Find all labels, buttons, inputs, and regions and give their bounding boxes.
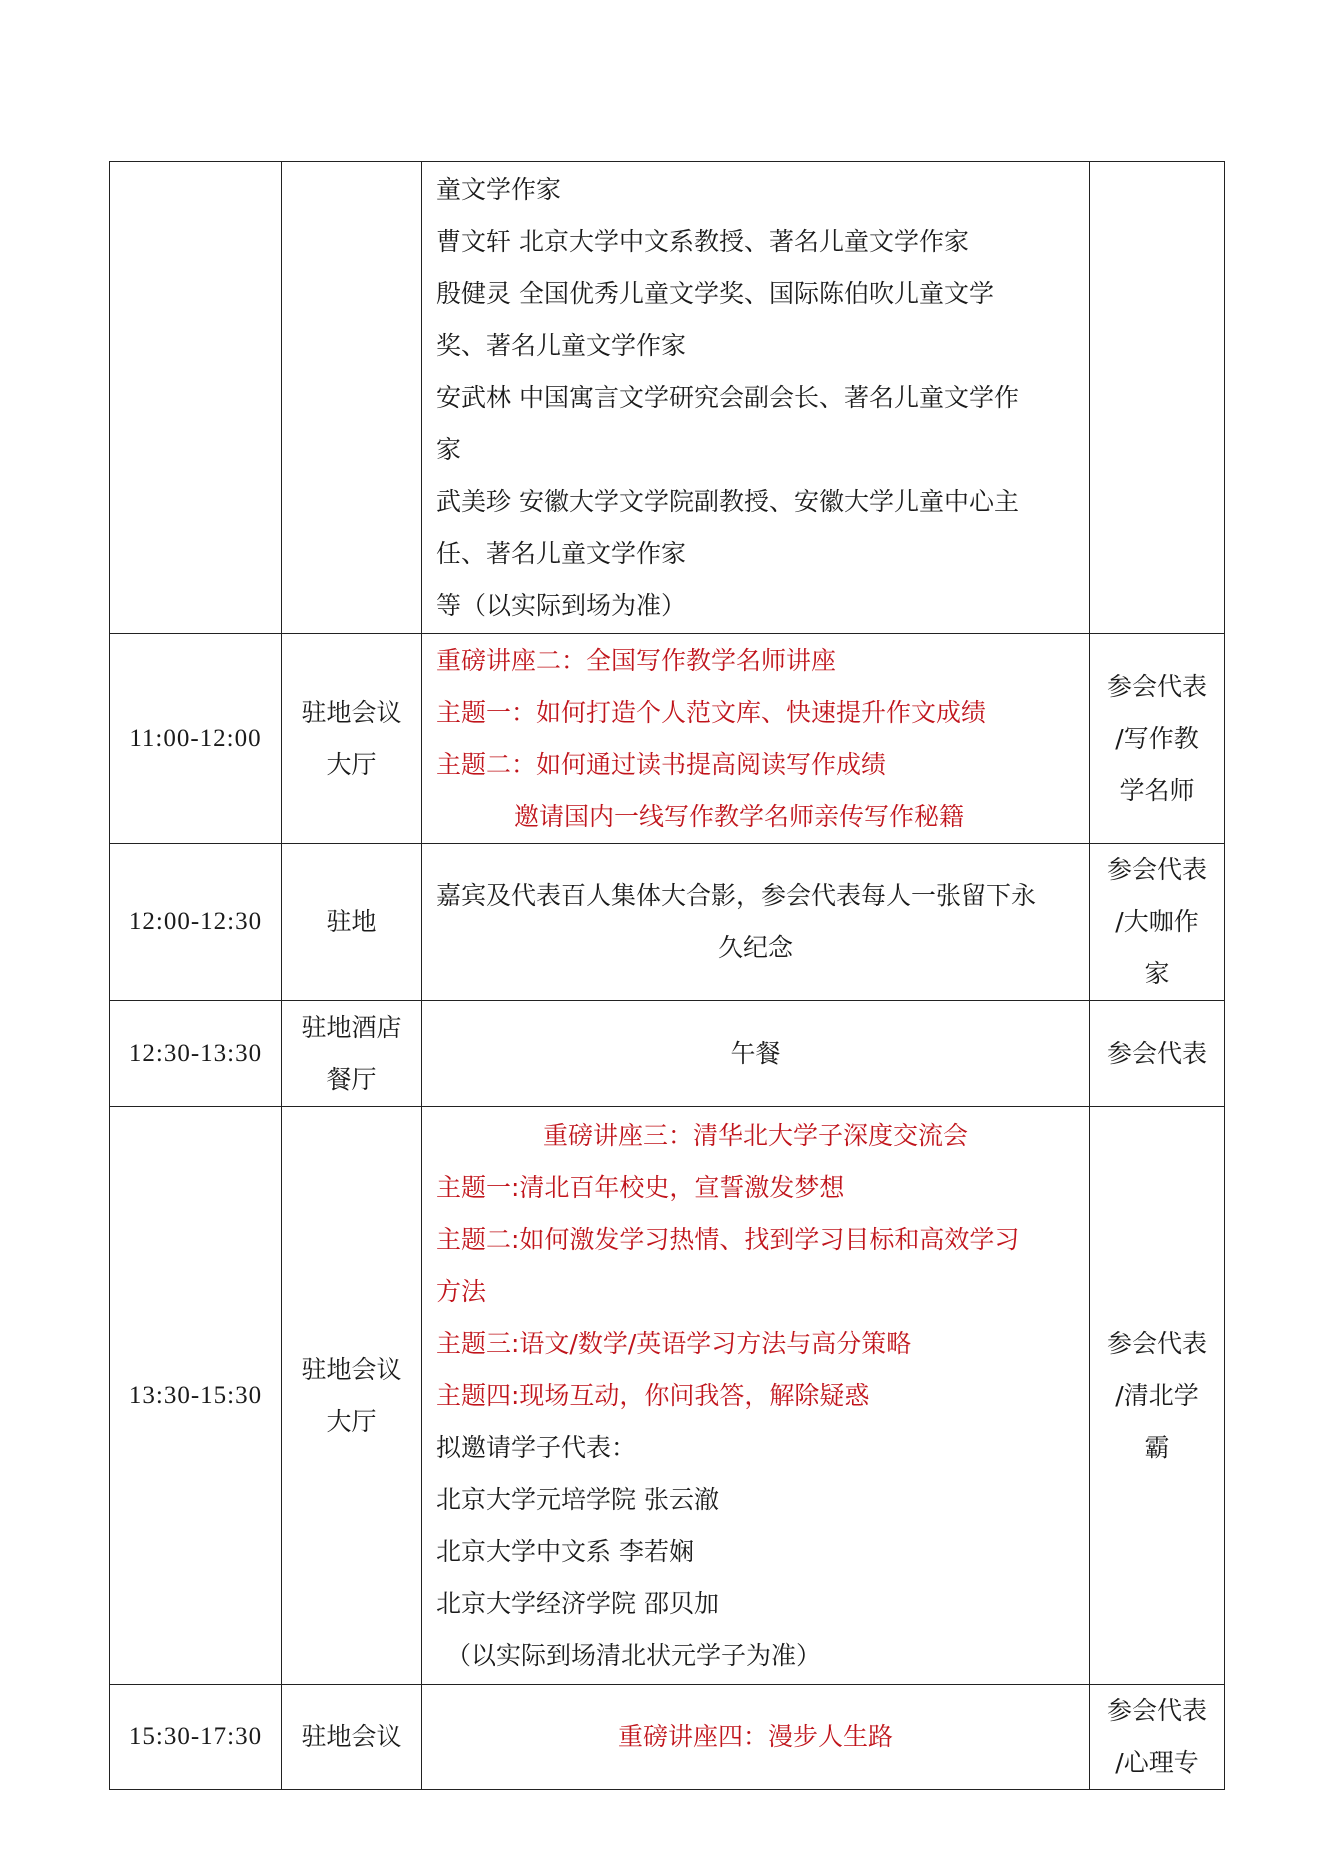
venue-line: 餐厅	[326, 1064, 377, 1094]
venue-line: 驻地	[326, 907, 377, 936]
venue-line: 驻地会议	[301, 1354, 402, 1384]
audience-line: /心理专	[1115, 1748, 1199, 1777]
topic-line: 主题二:如何激发学习热情、找到学习目标和高效学习	[436, 1224, 1020, 1254]
topic-line: 主题一：如何打造个人范文库、快速提升作文成绩	[436, 697, 987, 727]
content-line: 北京大学经济学院 邵贝加	[436, 1588, 719, 1618]
content-line: 安武林 中国寓言文学研究会副会长、著名儿童文学作	[436, 382, 1019, 412]
table-row	[110, 1685, 1225, 1790]
venue-line: 驻地会议	[301, 697, 402, 727]
venue-line: 驻地会议	[301, 1722, 402, 1751]
audience-cell	[1090, 1107, 1225, 1685]
time-cell: 13:30-15:30	[110, 1107, 282, 1685]
table-row	[110, 1001, 1225, 1107]
content-cell	[422, 844, 1090, 1001]
audience-cell	[1090, 1685, 1225, 1790]
content-line: 曹文轩 北京大学中文系教授、著名儿童文学作家	[436, 226, 969, 256]
audience-cell	[1090, 844, 1225, 1001]
content-cell	[422, 634, 1090, 844]
venue-line: 驻地酒店	[301, 1012, 402, 1042]
time-cell	[110, 162, 282, 634]
audience-line: /清北学	[1115, 1380, 1199, 1410]
audience-line: 学名师	[1119, 775, 1195, 805]
audience-line: 参会代表	[1106, 855, 1207, 884]
content-line: 家	[436, 434, 462, 464]
table-row	[110, 844, 1225, 1001]
topic-line: 主题一:清北百年校史，宣誓激发梦想	[436, 1172, 845, 1202]
audience-cell	[1090, 162, 1225, 634]
audience-line: /大咖作	[1115, 907, 1199, 936]
content-line: 久纪念	[717, 933, 793, 962]
content-cell	[422, 1107, 1090, 1685]
audience-line: /写作教	[1115, 723, 1199, 753]
content-line: 拟邀请学子代表：	[436, 1432, 637, 1462]
content-line: 殷健灵 全国优秀儿童文学奖、国际陈伯吹儿童文学	[436, 278, 994, 308]
time-cell: 15:30-17:30	[110, 1685, 282, 1790]
venue-cell	[282, 1107, 422, 1685]
content-line: 奖、著名儿童文学作家	[436, 330, 687, 360]
time-cell: 12:30-13:30	[110, 1001, 282, 1107]
topic-line: 主题二：如何通过读书提高阅读写作成绩	[436, 749, 887, 779]
table-row	[110, 1107, 1225, 1685]
content-line: 武美珍 安徽大学文学院副教授、安徽大学儿童中心主	[436, 486, 1019, 516]
topic-line: 主题四:现场互动，你问我答，解除疑惑	[436, 1380, 870, 1410]
content-line: 午餐	[730, 1038, 781, 1068]
content-cell	[422, 162, 1090, 634]
audience-line: 参会代表	[1106, 671, 1207, 701]
time-cell: 12:00-12:30	[110, 844, 282, 1001]
content-line: 北京大学中文系 李若娴	[436, 1536, 694, 1566]
content-line: 邀请国内一线写作教学名师亲传写作秘籍	[514, 801, 965, 831]
venue-cell	[282, 1001, 422, 1107]
content-cell	[422, 1685, 1090, 1790]
content-line: 嘉宾及代表百人集体大合影，参会代表每人一张留下永	[436, 881, 1037, 910]
topic-line: 主题三:语文/数学/英语学习方法与高分策略	[436, 1328, 912, 1358]
content-line: 北京大学元培学院 张云澈	[436, 1484, 719, 1514]
audience-line: 参会代表	[1106, 1038, 1207, 1068]
audience-line: 霸	[1144, 1432, 1170, 1462]
lecture-title: 重磅讲座二：全国写作教学名师讲座	[436, 645, 837, 675]
audience-cell	[1090, 634, 1225, 844]
content-cell	[422, 1001, 1090, 1107]
lecture-title: 重磅讲座三：清华北大学子深度交流会	[542, 1120, 968, 1150]
audience-line: 家	[1144, 959, 1170, 988]
venue-cell	[282, 844, 422, 1001]
audience-cell	[1090, 1001, 1225, 1107]
time-cell: 11:00-12:00	[110, 634, 282, 844]
lecture-title: 重磅讲座四：漫步人生路	[617, 1722, 893, 1751]
venue-line: 大厅	[326, 1406, 377, 1436]
table-row	[110, 162, 1225, 634]
audience-line: 参会代表	[1106, 1696, 1207, 1725]
venue-cell	[282, 1685, 422, 1790]
schedule-table	[109, 161, 1225, 1790]
venue-line: 大厅	[326, 749, 377, 779]
venue-cell	[282, 634, 422, 844]
content-line: 任、著名儿童文学作家	[436, 538, 687, 568]
content-line: 童文学作家	[436, 174, 562, 204]
content-line: 等（以实际到场为准）	[436, 590, 687, 620]
table-row	[110, 634, 1225, 844]
topic-line: 方法	[436, 1276, 487, 1306]
venue-cell	[282, 162, 422, 634]
audience-line: 参会代表	[1106, 1328, 1207, 1358]
content-line: （以实际到场清北状元学子为准）	[446, 1640, 822, 1670]
